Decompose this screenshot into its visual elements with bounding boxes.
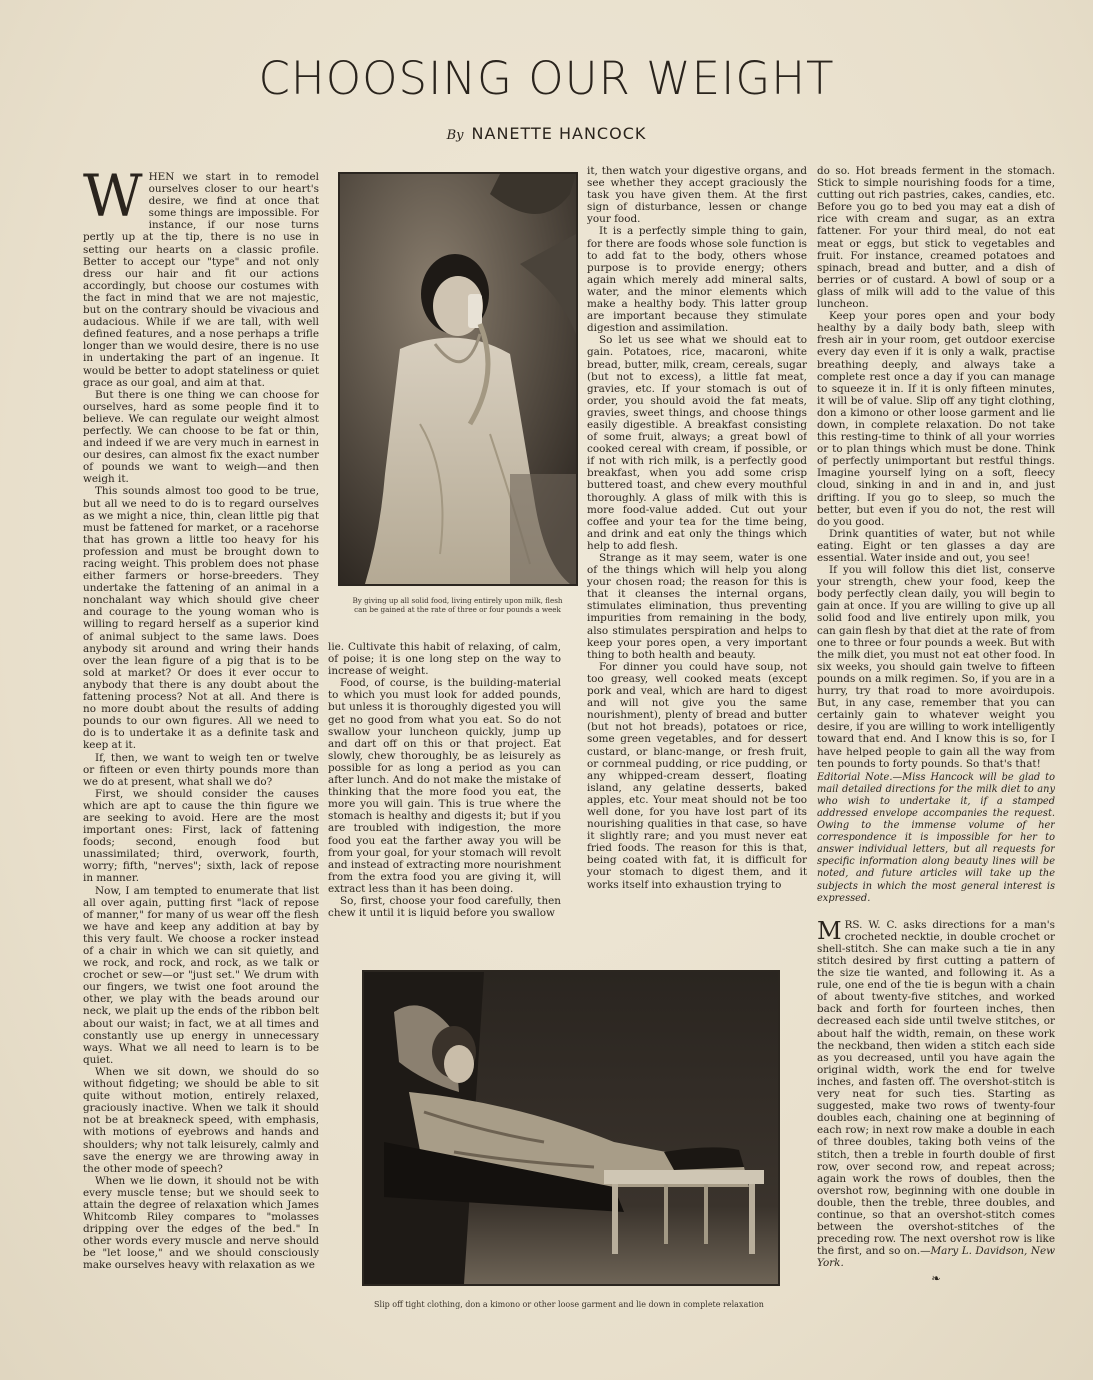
paragraph: Drink quantities of water, but not while eating. Eight or ten glasses a day are essential. Water inside and out, you see! [817,527,1055,564]
paragraph: Keep your pores open and your body healthy by a daily body bath, sleep with fresh air in your room, get outdoor exercise every day even if it is only a walk, practise breathing deeply, and always take a complete rest once a day if you can manage to squeeze it in. If it is only fifteen minutes, it will be of value. Slip off any tight clothing, don a kimono or other loose garment and lie down, in complete relaxation. Do not take this resting-time to think of all your worries or to plan things which must be done. Think of perfectly unimportant but restful things. Imagine yourself lying on a soft, fleecy cloud, sinking in and in and in, and just drifting. If you go to sleep, so much the better, but even if you do not, the rest will do you good. [817,310,1055,528]
paragraph: It is a perfectly simple thing to gain, for there are foods whose sole function is to add fat to the body, others whose purpose is to provide energy; others again which merely add mineral salts, water, and the minor elements which make a healthy body. This latter group are important because they stimulate digestion and assimilation. [587,225,807,335]
column-3 [587,165,807,941]
reader-question: MRS. W. C. asks directions for a man's crocheted necktie, in double crochet or shell-stitch. She can make such a tie in any stitch desired by first cutting a pattern of the size tie wanted, and following it. As a rule, one end of the tie is begun with a chain of about twenty-five stitches, and worked back and forth for fourteen inches, then decreased each side until twelve stitches, or about half the width, remain, on these work the neckband, then widen a stitch each side as you decreased, until you have again the original width, work the end for twelve inches, and fasten off. The overshot-stitch is very neat for such ties. Starting as suggested, make two rows of twenty-four doubles each, chaining one at beginning of each row; in next row make a double in each of three doubles, taking both veins of the stitch, then a treble in fourth double of first row, over second row, and repeat across; again work the rows of doubles, then the overshot row, beginning with one double in double, then the treble, three doubles, and continue, so that an overshot-stitch comes between the overshot-stitches of the preceding row. The next overshot row is like the first, and so on.—Mary L. Davidson, New York. [817,916,1055,1270]
photo-woman-reclining [362,970,780,1286]
author-name: NANETTE HANCOCK [471,124,647,143]
paragraph: If, then, we want to weigh ten or twelve or fifteen or even thirty pounds more than we do at present, what shall we do? [83,751,319,788]
paragraph: it, then watch your digestive organs, and see whether they accept graciously the task you have given them. At the first sign of disturbance, lessen or change your food. [587,165,807,226]
paragraph: First, we should consider the causes which are apt to cause the thin figure we are seeking to avoid. Here are the most important ones: First, lack of fattening foods; second, enough food but unassimilated; third, overwork, fourth, worry; fifth, "nerves"; sixth, lack of repose in manner. [83,787,319,885]
byline [0,124,1093,143]
ornament-icon: ❧ [931,1272,941,1286]
paragraph: So let us see what we should eat to gain. Potatoes, rice, macaroni, white bread, butter, milk, cream, cereals, sugar (but not to excess), a little fat meat, gravies, etc. If your stomach is out of order, you should avoid the fat meats, gravies, sweet things, and choose things easily digestible. A breakfast consisting of some fruit, always; a great bowl of cooked cereal with cream, if possible, or if not with rich milk, is a perfectly good breakfast, when you add some crisp buttered toast, and chew every mouthful thoroughly. A glass of milk with this is more food-value added. Cut out your coffee and your tea for the time being, and drink and eat only the things which help to add flesh. [587,334,807,552]
paragraph: Food, of course, is the building-material to which you must look for added pounds, but unless it is thoroughly digested you will get no good from what you eat. So do not swallow your luncheon quickly, jump up and dart off on this or that project. Eat slowly, chew thoroughly, be as leisurely as possible for as long a period as you can after lunch. And do not make the mistake of thinking that the more food you eat, the more you will gain. This is true where the stomach is healthy and digests it; but if you are troubled with indigestion, the more food you eat the farther away you will be from your goal, for your stomach will revolt and instead of extracting more nourishment from the extra food you are giving it, will extract less than it has been doing. [328,677,561,895]
paragraph: If you will follow this diet list, conserve your strength, chew your food, keep the body perfectly clean daily, you will begin to gain at once. If you are willing to give up all solid food and live entirely upon milk, you can gain flesh by that diet at the rate of from one to three or four pounds a week. But with the milk diet, you must not eat other food. In six weeks, you should gain twelve to fifteen pounds on a milk regimen. So, if you are in a hurry, try that road to more avoirdupois. But, in any case, remember that you can certainly gain to whatever weight you desire, if you are willing to work intelligently toward that end. And I know this is so, for I have helped people to gain all the way from ten pounds to forty pounds. So that's that! [817,564,1055,770]
paragraph: lie. Cultivate this habit of relaxing, of calm, of poise; it is one long step on the way to increase of weight. [328,641,561,678]
paragraph: do so. Hot breads ferment in the stomach. Stick to simple nourishing foods for a time, cutting out rich pastries, cakes, candies, etc. Before you go to bed you may eat a dish of rice with cream and sugar, as an extra fattener. For your third meal, do not eat meat or eggs, but stick to vegetables and fruit. For instance, creamed potatoes and spinach, bread and butter, and a dish of berries or of custard. A bowl of soup or a glass of milk will add to the value of this luncheon. [817,165,1055,311]
photo1-caption: By giving up all solid food, living entirely upon milk, flesh can be gained at the rate of three or four pounds a week [352,596,563,614]
byline-prefix: By [446,128,464,143]
editorial-note: Editorial Note.—Miss Hancock will be glad to mail detailed directions for the milk diet to any who wish to undertake it, if a stamped addressed envelope accompanies the request. Owing to the immense volume of her correspondence it is impossible for her to answer individual letters, but all requests for specific information along beauty lines will be noted, and future articles will take up the subjects in which the most general interest is expressed. [817,771,1055,904]
paragraph: Now, I am tempted to enumerate that list all over again, putting first "lack of repose of manner," for many of us wear off the flesh we have and keep any addition at bay by this very fault. We choose a rocker instead of a chair in which we can sit quietly, and we rock, and rock, and rock, as we talk or crochet or sew—or "just set." We drum with our fingers, we twist one foot around the other, we play with the beads around our neck, we plait up the ends of the ribbon belt about our waist; in fact, we at all times and constantly use up energy in unnecessary ways. What we all need to learn is to be quiet. [83,884,319,1066]
paragraph: When we lie down, it should not be with every muscle tense; but we should seek to attain the degree of relaxation which James Whitcomb Riley compares to "molasses dripping over the edges of the bed." In other words every muscle and nerve should be "let loose," and we should consciously make ourselves heavy with relaxation as we [83,1174,319,1272]
column-1 [83,171,319,1313]
paragraph: WHEN we start in to remodel ourselves closer to our heart's desire, we find at once that some things are impossible. For instance, if our nose turns pertly up at the tip, there is no use in setting our hearts on a classic profile. Better to accept our "type" and not only dress our hair and fit our actions accordingly, but choose our costumes with the fact in mind that we are not majestic, but on the contrary should be vivacious and audacious. While if we are tall, with well defined features, and a nose perhaps a trifle longer than we would desire, there is no use in undertaking the part of an ingenue. It would be better to adopt stateliness or quiet grace as our goal, and aim at that. [83,171,319,389]
photo-woman-reclining-illustration [364,972,778,1284]
paragraph: This sounds almost too good to be true, but all we need to do is to regard ourselves as we might a nice, thin, clean little pig that must be fattened for market, or a racehorse that has grown a little too heavy for his profession and must be brought down to racing weight. This problem does not phase either farmers or horse-breeders. They undertake the fattening of an animal in a nonchalant way which should give cheer and courage to the young woman who is willing to regard herself as a superior kind of animal subject to the same laws. Does anybody sit around and wring their hands over the lean figure of a pig that is to be sold at market? Or does it ever occur to anybody that there is any doubt about the fattening process? Not at all. And there is no more doubt about the results of adding pounds to our own figures. All we need to do is to undertake it as a definite task and keep at it. [83,485,319,752]
paragraph: So, first, choose your food carefully, then chew it until it is liquid before you swallow [328,894,561,920]
dropcap: M [817,916,842,945]
paragraph: Strange as it may seem, water is one of the things which will help you along your chosen road; the reason for this is that it cleanses the internal organs, stimulates elimination, thus preventing impurities from remaining in the body, also stimulates perspiration and helps to keep your pores open, a very important thing to both health and beauty. [587,552,807,661]
photo-woman-drinking-milk-illustration [340,174,576,584]
paragraph: For dinner you could have soup, not too greasy, well cooked meats (except pork and veal, which are hard to digest and will not give you the same nourishment), plenty of bread and butter (but not hot breads), potatoes or rice, some green vegetables, and for dessert custard, or blanc-mange, or fresh fruit, or cornmeal pudding, or rice pudding, or any whipped-cream dessert, floating island, any gelatine desserts, baked apples, etc. Your meat should not be too well done, for you have lost part of its nourishing qualities in that case, so have it slightly rare; and you must never eat fried foods. The reason for this is that, being coated with fat, it is difficult for your stomach to digest them, and it works itself into exhaustion trying to [587,660,807,891]
photo2-caption: Slip off tight clothing, don a kimono or other loose garment and lie down in complete relaxation [374,1300,764,1309]
paragraph: When we sit down, we should do so without fidgeting; we should be able to sit quite without motion, entirely relaxed, graciously inactive. When we talk it should not be at breakneck speed, with emphasis, with motions of eyebrows and hands and shoulders; why not talk leisurely, calmly and save the energy we are throwing away in the other mode of speech? [83,1065,319,1175]
photo-woman-drinking-milk [338,172,578,586]
column-4 [817,165,1055,1315]
letter-signature: Mary L. Davidson, New York. [817,1245,1055,1270]
article-title: CHOOSING OUR WEIGHT [258,52,835,105]
column-2 [328,641,561,941]
dropcap: W [83,171,143,230]
paragraph: But there is one thing we can choose for ourselves, hard as some people find it to believe. We can regulate our weight almost perfectly. We can choose to be fat or thin, and indeed if we are very much in earnest in our desires, can almost fix the exact number of pounds we want to weigh—and then weigh it. [83,388,319,486]
